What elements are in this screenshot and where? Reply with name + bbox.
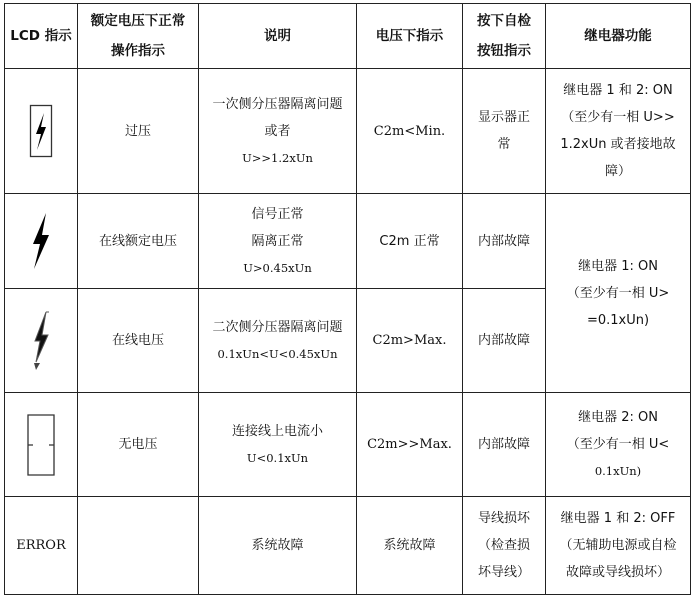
under-voltage-cell: C2m>>Max.: [357, 393, 463, 497]
self-test-cell: 导线损坏 （检查损 坏导线）: [463, 497, 546, 595]
table-row-overvoltage: [5, 69, 691, 194]
header-description: 说明: [199, 4, 357, 69]
self-test-cell: 内部故障: [463, 194, 546, 289]
description-cell: 二次侧分压器隔离问题 0.1xUn<U<0.45xUn: [199, 289, 357, 393]
table-row-error: [5, 497, 691, 595]
bolt-outline-icon: [28, 309, 54, 373]
description-cell: 一次侧分压器隔离问题 或者 U>>1.2xUn: [199, 69, 357, 194]
lcd-cell: [5, 69, 78, 194]
status-cell: [78, 497, 199, 595]
lcd-cell: [5, 393, 78, 497]
lcd-cell: [5, 194, 78, 289]
description-cell: 系统故障: [199, 497, 357, 595]
under-voltage-cell: 系统故障: [357, 497, 463, 595]
table-row-no-voltage: [5, 393, 691, 497]
relay-cell: 继电器 2: ON （至少有一相 U< 0.1xUn): [546, 393, 691, 497]
bolt-in-frame-icon: [28, 103, 54, 159]
under-voltage-cell: C2m 正常: [357, 194, 463, 289]
header-under-voltage: 电压下指示: [357, 4, 463, 69]
lcd-cell: [5, 289, 78, 393]
relay-cell: 继电器 1 和 2: ON （至少有一相 U>> 1.2xUn 或者接地故 障）: [546, 69, 691, 194]
header-rated-voltage: 额定电压下正常 操作指示: [78, 4, 199, 69]
lcd-cell: ERROR: [5, 497, 78, 595]
under-voltage-cell: C2m>Max.: [357, 289, 463, 393]
header-lcd: LCD 指示: [5, 4, 78, 69]
header-relay: 继电器功能: [546, 4, 691, 69]
self-test-cell: 显示器正 常: [463, 69, 546, 194]
bolt-icon: [28, 210, 54, 272]
description-cell: 连接线上电流小 U<0.1xUn: [199, 393, 357, 497]
status-cell: 在线额定电压: [78, 194, 199, 289]
empty-frame-icon: [25, 412, 57, 478]
status-table: [4, 3, 691, 595]
self-test-cell: 内部故障: [463, 393, 546, 497]
status-cell: 无电压: [78, 393, 199, 497]
under-voltage-cell: C2m<Min.: [357, 69, 463, 194]
description-cell: 信号正常 隔离正常 U>0.45xUn: [199, 194, 357, 289]
status-cell: 过压: [78, 69, 199, 194]
self-test-cell: 内部故障: [463, 289, 546, 393]
relay-cell: 继电器 1: ON （至少有一相 U> =0.1xUn): [546, 194, 691, 393]
relay-cell: 继电器 1 和 2: OFF （无辅助电源或自检 故障或导线损坏）: [546, 497, 691, 595]
header-self-test: 按下自检 按钮指示: [463, 4, 546, 69]
header-row: [5, 4, 691, 69]
status-cell: 在线电压: [78, 289, 199, 393]
table-row-rated-voltage: [5, 194, 691, 289]
